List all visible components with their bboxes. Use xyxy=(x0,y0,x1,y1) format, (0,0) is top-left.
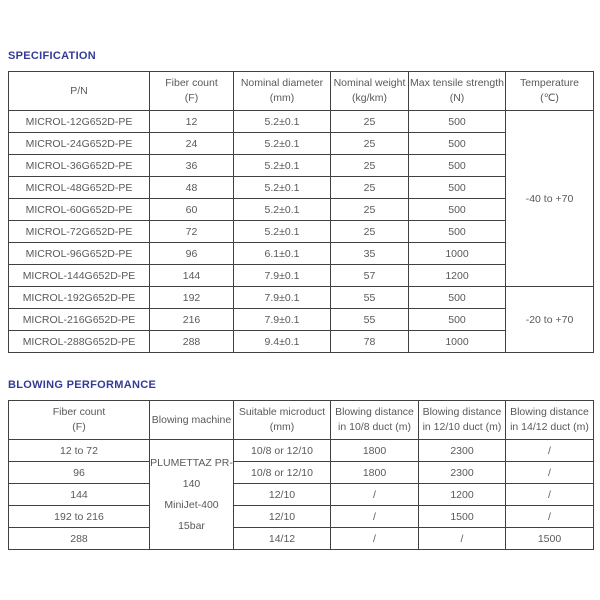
cell-weight: 25 xyxy=(331,177,409,199)
cell-fiber-count: 144 xyxy=(150,265,234,287)
col-header-nominal-diameter: Nominal diameter (mm) xyxy=(234,72,331,111)
cell-pn: MICROL-216G652D-PE xyxy=(9,309,150,331)
table-row xyxy=(9,287,594,309)
cell-pn: MICROL-72G652D-PE xyxy=(9,221,150,243)
cell-pn: MICROL-288G652D-PE xyxy=(9,331,150,353)
cell-diameter: 7.9±0.1 xyxy=(234,287,331,309)
specification-title: SPECIFICATION xyxy=(8,50,97,62)
cell-fiber-count: 144 xyxy=(9,484,150,506)
cell-strength: 500 xyxy=(409,199,506,221)
cell-distance-10-8: / xyxy=(331,506,419,528)
col-header-distance-10-8: Blowing distance in 10/8 duct (m) xyxy=(331,401,419,440)
cell-pn: MICROL-24G652D-PE xyxy=(9,133,150,155)
table-row xyxy=(9,528,594,550)
cell-diameter: 6.1±0.1 xyxy=(234,243,331,265)
cell-diameter: 9.4±0.1 xyxy=(234,331,331,353)
cell-diameter: 5.2±0.1 xyxy=(234,199,331,221)
cell-fiber-count: 12 to 72 xyxy=(9,440,150,462)
table-row xyxy=(9,484,594,506)
cell-pn: MICROL-96G652D-PE xyxy=(9,243,150,265)
col-header-temperature: Temperature (℃) xyxy=(506,72,594,111)
cell-distance-14-12: / xyxy=(506,484,594,506)
cell-distance-10-8: / xyxy=(331,528,419,550)
cell-fiber-count: 36 xyxy=(150,155,234,177)
col-header-suitable-microduct: Suitable microduct (mm) xyxy=(234,401,331,440)
cell-weight: 25 xyxy=(331,111,409,133)
cell-fiber-count: 96 xyxy=(150,243,234,265)
cell-distance-14-12: / xyxy=(506,506,594,528)
col-header-fiber-count: Fiber count (F) xyxy=(150,72,234,111)
cell-strength: 500 xyxy=(409,221,506,243)
cell-strength: 1000 xyxy=(409,331,506,353)
cell-weight: 25 xyxy=(331,221,409,243)
cell-weight: 25 xyxy=(331,199,409,221)
cell-weight: 35 xyxy=(331,243,409,265)
cell-fiber-count: 96 xyxy=(9,462,150,484)
cell-distance-10-8: 1800 xyxy=(331,440,419,462)
table-row xyxy=(9,462,594,484)
cell-strength: 1200 xyxy=(409,265,506,287)
cell-pn: MICROL-36G652D-PE xyxy=(9,155,150,177)
col-header-blowing-machine: Blowing machine xyxy=(150,401,234,440)
cell-fiber-count: 48 xyxy=(150,177,234,199)
cell-fiber-count: 192 xyxy=(150,287,234,309)
cell-strength: 500 xyxy=(409,111,506,133)
cell-weight: 78 xyxy=(331,331,409,353)
cell-microduct: 14/12 xyxy=(234,528,331,550)
cell-weight: 55 xyxy=(331,309,409,331)
cell-temperature-range-1: -40 to +70 xyxy=(506,111,594,287)
cell-fiber-count: 192 to 216 xyxy=(9,506,150,528)
cell-microduct: 12/10 xyxy=(234,484,331,506)
cell-blowing-machine xyxy=(150,440,234,550)
col-header-fiber-count: Fiber count (F) xyxy=(9,401,150,440)
cell-pn: MICROL-12G652D-PE xyxy=(9,111,150,133)
cell-distance-12-10: 1500 xyxy=(419,506,506,528)
cell-distance-14-12: 1500 xyxy=(506,528,594,550)
cell-fiber-count: 24 xyxy=(150,133,234,155)
table-header-row xyxy=(9,401,594,440)
cell-microduct: 12/10 xyxy=(234,506,331,528)
cell-weight: 25 xyxy=(331,155,409,177)
cell-distance-10-8: 1800 xyxy=(331,462,419,484)
cell-pn: MICROL-48G652D-PE xyxy=(9,177,150,199)
cell-weight: 25 xyxy=(331,133,409,155)
cell-diameter: 5.2±0.1 xyxy=(234,133,331,155)
cell-distance-12-10: 2300 xyxy=(419,462,506,484)
cell-weight: 55 xyxy=(331,287,409,309)
machine-line: 140 xyxy=(182,477,201,490)
cell-pn: MICROL-144G652D-PE xyxy=(9,265,150,287)
cell-microduct: 10/8 or 12/10 xyxy=(234,440,331,462)
col-header-pn: P/N xyxy=(9,72,150,111)
cell-weight: 57 xyxy=(331,265,409,287)
cell-strength: 500 xyxy=(409,177,506,199)
specification-table xyxy=(8,71,594,353)
blowing-performance-table xyxy=(8,400,594,550)
cell-distance-12-10: 1200 xyxy=(419,484,506,506)
cell-microduct: 10/8 or 12/10 xyxy=(234,462,331,484)
cell-distance-12-10: 2300 xyxy=(419,440,506,462)
cell-strength: 500 xyxy=(409,287,506,309)
table-row xyxy=(9,506,594,528)
cell-fiber-count: 72 xyxy=(150,221,234,243)
cell-fiber-count: 60 xyxy=(150,199,234,221)
blowing-performance-title: BLOWING PERFORMANCE xyxy=(8,379,157,391)
table-row xyxy=(9,440,594,462)
cell-temperature-range-2: -20 to +70 xyxy=(506,287,594,353)
cell-strength: 500 xyxy=(409,133,506,155)
cell-fiber-count: 12 xyxy=(150,111,234,133)
cell-distance-10-8: / xyxy=(331,484,419,506)
cell-fiber-count: 288 xyxy=(150,331,234,353)
col-header-distance-14-12: Blowing distance in 14/12 duct (m) xyxy=(506,401,594,440)
col-header-max-tensile-strength: Max tensile strength (N) xyxy=(409,72,506,111)
col-header-distance-12-10: Blowing distance in 12/10 duct (m) xyxy=(419,401,506,440)
machine-line: MiniJet-400 xyxy=(164,498,219,511)
cell-strength: 500 xyxy=(409,309,506,331)
table-header-row xyxy=(9,72,594,111)
cell-strength: 1000 xyxy=(409,243,506,265)
machine-line: 15bar xyxy=(178,519,205,532)
cell-diameter: 5.2±0.1 xyxy=(234,155,331,177)
cell-diameter: 7.9±0.1 xyxy=(234,265,331,287)
cell-fiber-count: 288 xyxy=(9,528,150,550)
machine-line: PLUMETTAZ PR- xyxy=(150,456,233,469)
cell-diameter: 5.2±0.1 xyxy=(234,221,331,243)
table-row xyxy=(9,111,594,133)
cell-distance-14-12: / xyxy=(506,462,594,484)
col-header-nominal-weight: Nominal weight (kg/km) xyxy=(331,72,409,111)
cell-pn: MICROL-60G652D-PE xyxy=(9,199,150,221)
cell-diameter: 5.2±0.1 xyxy=(234,177,331,199)
cell-fiber-count: 216 xyxy=(150,309,234,331)
cell-diameter: 7.9±0.1 xyxy=(234,309,331,331)
cell-distance-12-10: / xyxy=(419,528,506,550)
cell-strength: 500 xyxy=(409,155,506,177)
cell-distance-14-12: / xyxy=(506,440,594,462)
cell-diameter: 5.2±0.1 xyxy=(234,111,331,133)
cell-pn: MICROL-192G652D-PE xyxy=(9,287,150,309)
